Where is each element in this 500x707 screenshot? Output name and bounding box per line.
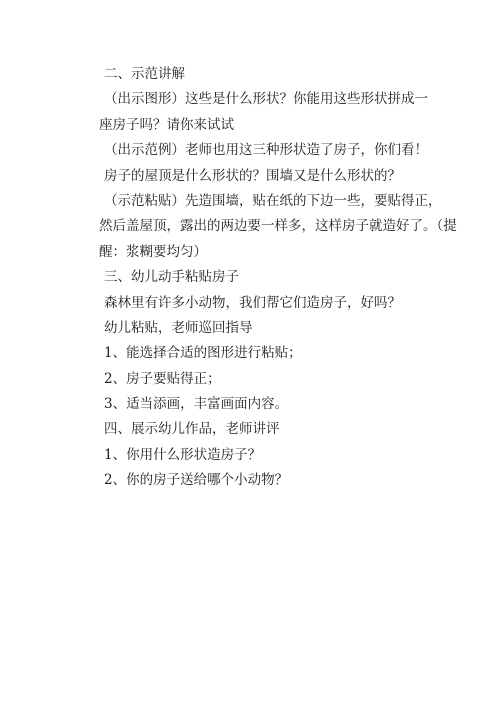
section-heading-2: 二、示范讲解 (104, 66, 185, 82)
paragraph-line: 醒：浆糊要均匀） (99, 243, 207, 260)
paragraph-line: 然后盖屋顶，露出的两边要一样多，这样房子就造好了。（提 (99, 218, 457, 235)
list-item: 3、适当添画，丰富画面内容。 (104, 396, 289, 413)
list-item: 1、能选择合适的图形进行粘贴； (104, 345, 302, 362)
paragraph-line: 座房子吗？请你来试试 (99, 116, 234, 133)
list-item: 2、房子要贴得正； (104, 370, 221, 387)
list-item: 1、你用什么形状造房子？ (104, 446, 262, 463)
document-body (99, 66, 457, 498)
paragraph-line: 房子的屋顶是什么形状的？围墙又是什么形状的？ (104, 167, 401, 184)
paragraph-line: 幼儿粘贴，老师巡回指导 (104, 319, 253, 336)
paragraph-line: （出示范例）老师也用这三种形状造了房子，你们看！ (104, 142, 428, 159)
paragraph-line: （出示图形）这些是什么形状？你能用这些形状拼成一 (104, 91, 428, 108)
paragraph-line: （示范粘贴）先造围墙，贴在纸的下边一些，要贴得正， (104, 192, 442, 209)
paragraph-line: 森林里有许多小动物，我们帮它们造房子，好吗？ (104, 294, 401, 311)
list-item: 2、你的房子送给哪个小动物？ (104, 472, 289, 489)
section-heading-4: 四、展示幼儿作品，老师讲评 (104, 421, 280, 438)
section-heading-3: 三、幼儿动手粘贴房子 (104, 269, 239, 286)
